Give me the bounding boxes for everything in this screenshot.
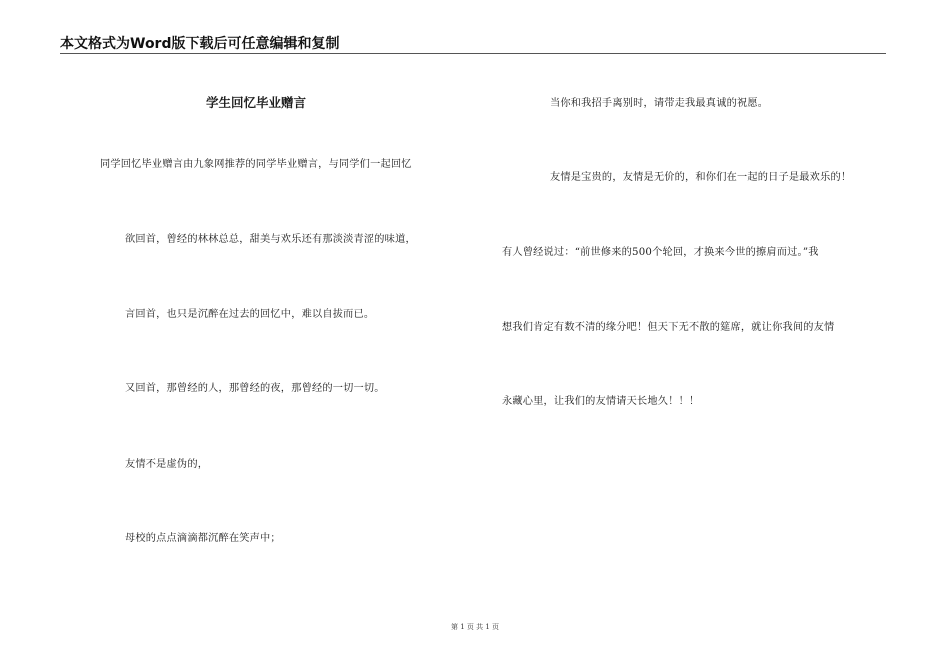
header-text: 本文格式为Word版下载后可任意编辑和复制 (60, 36, 340, 52)
header-divider (60, 53, 886, 54)
page-number: 第 1 页 共 1 页 (450, 623, 500, 631)
document-title: 学生回忆毕业赠言 (206, 95, 307, 110)
right-paragraph-line: 想我们肯定有数不清的缘分吧！但天下无不散的筵席，就让你我间的友情 (502, 322, 835, 333)
right-paragraph-line: 当你和我招手离别时，请带走我最真诚的祝愿。 (550, 98, 769, 109)
right-paragraph-line: 有人曾经说过：“前世修来的500个轮回，才换来今世的擦肩而过。”我 (502, 247, 819, 258)
right-paragraph-line: 友情是宝贵的，友情是无价的，和你们在一起的日子是最欢乐的！ (550, 172, 852, 183)
left-paragraph-line: 友情不是虚伪的， (125, 459, 209, 470)
left-paragraph-line: 又回首，那曾经的人，那曾经的夜，那曾经的一切一切。 (125, 383, 385, 394)
left-paragraph-line: 欲回首，曾经的林林总总，甜美与欢乐还有那淡淡青涩的味道， (125, 234, 416, 245)
left-paragraph-line: 言回首，也只是沉醉在过去的回忆中，难以自拔而已。 (125, 309, 375, 320)
left-paragraph-line: 同学回忆毕业赠言由九象网推荐的同学毕业赠言，与同学们一起回忆 (100, 159, 412, 170)
right-paragraph-line: 永藏心里，让我们的友情请天长地久！！！ (502, 396, 700, 407)
left-paragraph-line: 母校的点点滴滴都沉醉在笑声中； (125, 533, 281, 544)
